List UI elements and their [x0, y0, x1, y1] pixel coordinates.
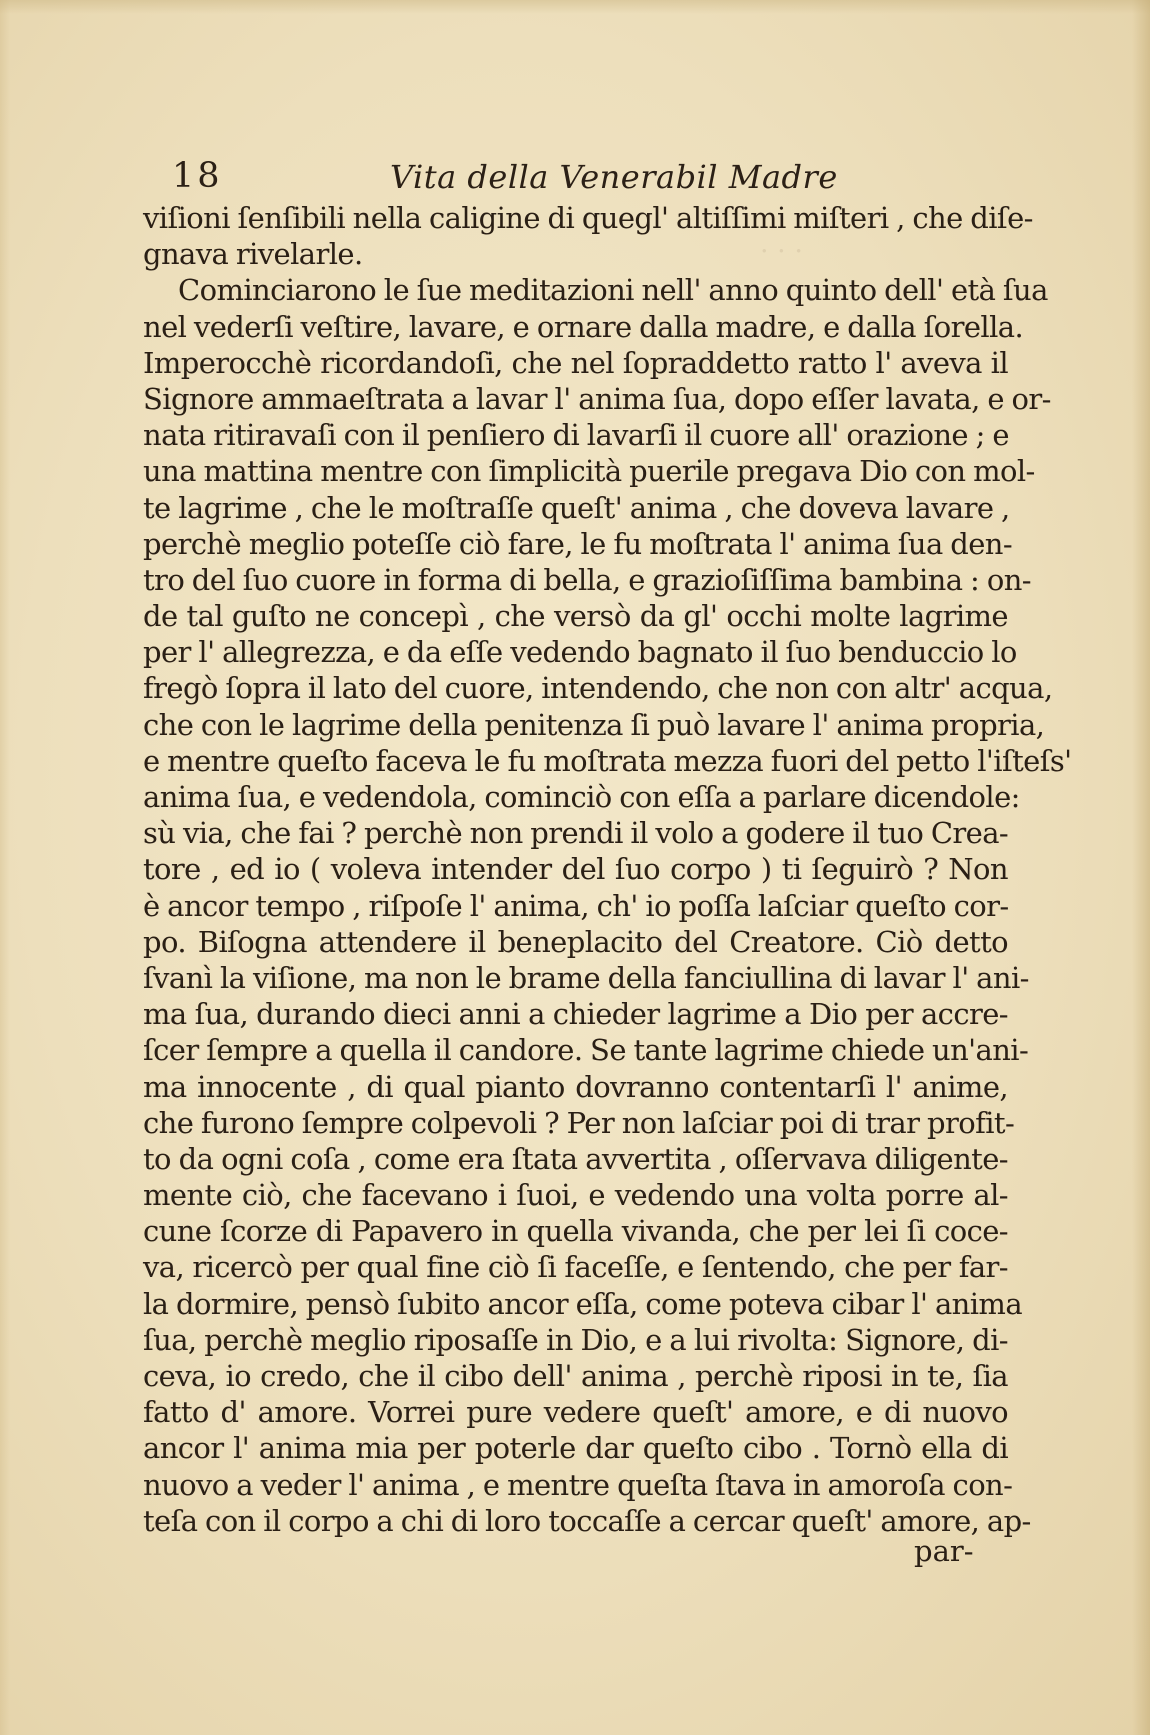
running-title: Vita della Venerabil Madre	[390, 158, 838, 196]
page-header	[172, 152, 1002, 204]
text-line: to da ogni coſa , come era ſtata avvertita , oſſervava diligente-	[143, 1141, 1008, 1176]
text-line: fregò ſopra il lato del cuore, intendendo, che non con altr' acqua,	[143, 671, 1053, 706]
text-line: anima ſua, e vedendola, cominciò con eſſa a parlare dicendole:	[143, 780, 1020, 814]
text-line: ma innocente , di qual pianto dovranno contentarſi l' anime,	[143, 1069, 1008, 1104]
text-line: Signore ammaeſtrata a lavar l' anima ſua, dopo eſſer lavata, e or-	[143, 381, 1051, 416]
text-line: Imperocchè ricordandoſi, che nel ſopraddetto ratto l' aveva il	[143, 345, 1008, 380]
show-through-mark: · · ·	[760, 236, 803, 267]
text-line: va, ricercò per qual fine ciò ſi faceſſe, e ſentendo, che per far-	[143, 1250, 1008, 1285]
text-line: tore , ed io ( voleva intender del ſuo corpo ) ti ſeguirò ? Non	[143, 852, 1008, 887]
text-line: teſa con il corpo a chi di loro toccaſſe a cercar queſt' amore, ap-	[143, 1503, 1031, 1538]
text-line: cune ſcorze di Papavero in quella vivanda, che per lei ſi coce-	[143, 1214, 1008, 1249]
text-line: nuovo a veder l' anima , e mentre queſta ſtava in amoroſa con-	[143, 1467, 1013, 1502]
text-line: nel vederſi veſtire, lavare, e ornare dalla madre, e dalla ſorella.	[143, 309, 1024, 344]
text-line: per l' allegrezza, e da eſſe vedendo bagnato il ſuo benduccio lo	[143, 635, 1017, 670]
paper-right-edge	[1132, 0, 1150, 1735]
text-line: tro del ſuo cuore in forma di bella, e grazioſiſſima bambina : on-	[143, 562, 1031, 597]
text-line: mente ciò, che facevano i ſuoi, e vedendo una volta porre al-	[143, 1178, 1008, 1213]
text-line: Cominciarono le ſue meditazioni nell' anno quinto dell' età ſua	[178, 273, 1048, 308]
text-line: ſcer ſempre a quella il candore. Se tante lagrime chiede un'ani-	[143, 1033, 1029, 1068]
text-line: ſua, perchè meglio riposaſſe in Dio, e a lui rivolta: Signore, di-	[143, 1322, 1008, 1357]
text-line: te lagrime , che le moſtraſſe queſt' anima , che doveva lavare ,	[143, 490, 1010, 525]
paper-left-edge	[0, 0, 10, 1735]
text-line: de tal guſto ne concepì , che versò da gl' occhi molte lagrime	[143, 599, 1008, 634]
text-line: nata ritiravaſi con il penſiero di lavarſi il cuore all' orazione ; e	[143, 418, 1009, 453]
text-line: ancor l' anima mia per poterle dar queſto cibo . Tornò ella di	[143, 1431, 1008, 1466]
paper-top-edge	[0, 0, 1150, 14]
text-line: gnava rivelarle.	[143, 237, 363, 272]
text-line: la dormire, pensò ſubito ancor eſſa, come poteva cibar l' anima	[143, 1286, 1023, 1321]
text-line: una mattina mentre con ſimplicità puerile pregava Dio con mol-	[143, 454, 1035, 489]
catchword: par-	[914, 1534, 974, 1568]
text-line: che furono ſempre colpevoli ? Per non laſciar poi di trar profit-	[143, 1105, 1015, 1140]
text-line: ceva, io credo, che il cibo dell' anima , perchè riposi in te, ſia	[143, 1359, 1008, 1393]
text-line: viſioni ſenſibili nella caligine di quegl' altiſſimi miſteri , che diſe-	[143, 201, 1033, 235]
page-number: 18	[172, 156, 223, 196]
text-line: ſvanì la viſione, ma non le brame della fanciullina di lavar l' ani-	[143, 960, 1029, 995]
text-line: perchè meglio poteſſe ciò fare, le fu moſtrata l' anima ſua den-	[143, 526, 1013, 561]
text-line: che con le lagrime della penitenza ſi può lavare l' anima propria,	[143, 707, 1045, 742]
text-line: e mentre queſto faceva le fu moſtrata mezza fuori del petto l'iſteſs'	[143, 743, 1072, 778]
text-line: po. Biſogna attendere il beneplacito del Creatore. Ciò detto	[143, 924, 1008, 959]
text-line: ma ſua, durando dieci anni a chieder lagrime a Dio per accre-	[143, 997, 1008, 1032]
text-line: è ancor tempo , riſpoſe l' anima, ch' io poſſa laſciar queſto cor-	[143, 888, 1009, 923]
text-line: sù via, che fai ? perchè non prendi il volo a godere il tuo Crea-	[143, 816, 1009, 851]
text-line: fatto d' amore. Vorrei pure vedere queſt' amore, e di nuovo	[143, 1395, 1008, 1430]
body-text	[143, 200, 1072, 1539]
